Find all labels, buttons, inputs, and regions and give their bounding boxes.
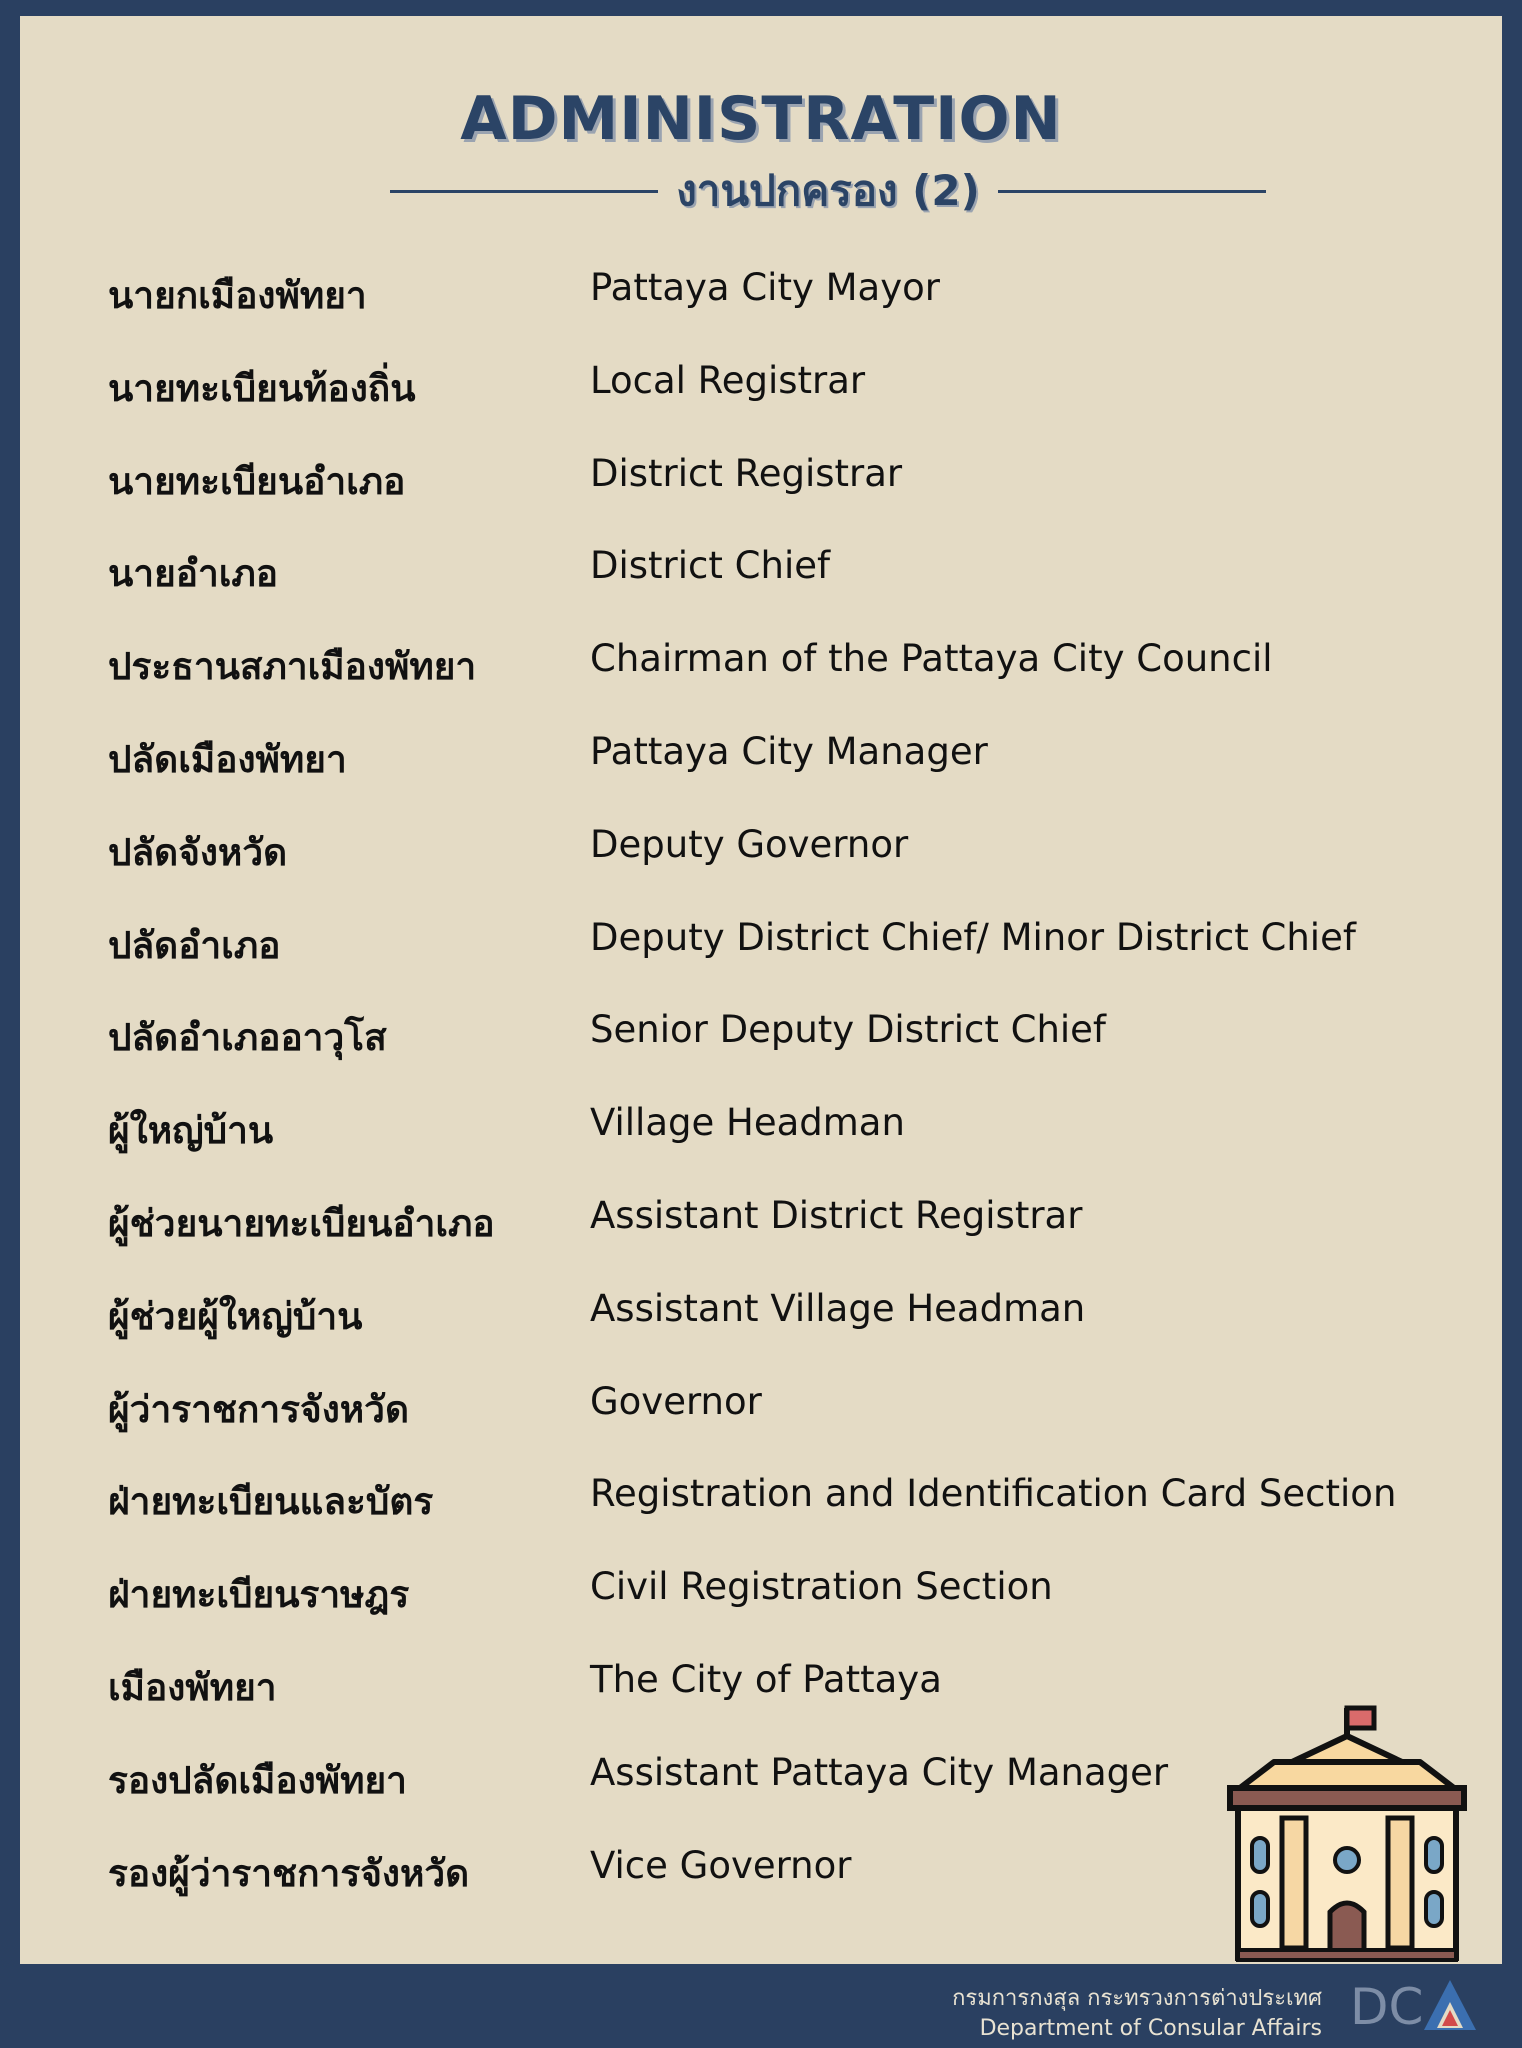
term-thai: นายกเมืองพัทยา (108, 274, 367, 317)
triangle-logo-icon (1350, 1970, 1480, 2040)
term-english: Deputy District Chief/ Minor District Chief (590, 915, 1356, 959)
term-english: Chairman of the Pattaya City Council (590, 637, 1273, 681)
government-building-icon (1222, 1700, 1472, 1962)
term-thai: ฝ่ายทะเบียนและบัตร (108, 1480, 434, 1524)
term-thai: ปลัดจังหวัด (108, 830, 288, 874)
term-english: Registration and Identification Card Section (590, 1472, 1397, 1516)
term-row (108, 1277, 1488, 1370)
term-thai: ผู้ใหญ่บ้าน (108, 1109, 274, 1153)
term-thai: เมืองพัทยา (108, 1665, 277, 1709)
term-list (108, 256, 1488, 1926)
page-title: ADMINISTRATION (460, 84, 1062, 154)
term-english: Assistant Village Headman (590, 1286, 1086, 1330)
term-english: Senior Deputy District Chief (590, 1008, 1106, 1052)
term-thai: ปลัดเมืองพัทยา (108, 737, 347, 781)
term-thai: ประธานสภาเมืองพัทยา (108, 645, 477, 689)
footer-org-thai: กรมการกงสุล กระทรวงการต่างประเทศ (952, 1986, 1322, 2011)
page-subtitle: งานปกครอง (2) (676, 166, 980, 215)
term-thai: ผู้ว่าราชการจังหวัด (108, 1387, 409, 1431)
term-row (108, 906, 1488, 999)
term-row (108, 1555, 1488, 1648)
term-thai: นายทะเบียนอำเภอ (108, 459, 406, 503)
term-row (108, 813, 1488, 906)
term-row (108, 442, 1488, 535)
term-thai: ผู้ช่วยนายทะเบียนอำเภอ (108, 1201, 495, 1245)
term-row (108, 720, 1488, 813)
term-thai: ปลัดอำเภอ (108, 923, 281, 967)
term-row (108, 1462, 1488, 1555)
term-thai: ปลัดอำเภออาวุโส (108, 1016, 387, 1060)
term-english: Civil Registration Section (590, 1565, 1053, 1609)
term-thai: ผู้ช่วยผู้ใหญ่บ้าน (108, 1294, 363, 1338)
term-row (108, 256, 1488, 349)
term-thai: นายทะเบียนท้องถิ่น (108, 366, 416, 410)
term-row (108, 998, 1488, 1091)
term-row (108, 1091, 1488, 1184)
term-english: Assistant Pattaya City Manager (590, 1750, 1169, 1794)
dca-logo-text: DC (1350, 1978, 1424, 2036)
term-row (108, 349, 1488, 442)
term-thai: รองผู้ว่าราชการจังหวัด (108, 1851, 470, 1895)
term-row (108, 1370, 1488, 1463)
term-english: The City of Pattaya (590, 1657, 942, 1701)
term-english: Governor (590, 1379, 762, 1423)
term-row (108, 1184, 1488, 1277)
term-row (108, 534, 1488, 627)
term-english: Deputy Governor (590, 822, 909, 866)
term-english: Pattaya City Manager (590, 729, 988, 773)
subtitle-row (390, 156, 1266, 226)
term-english: District Chief (590, 544, 831, 588)
term-thai: รองปลัดเมืองพัทยา (108, 1758, 407, 1802)
term-thai: นายอำเภอ (108, 552, 279, 596)
term-thai: ฝ่ายทะเบียนราษฎร (108, 1573, 410, 1617)
term-english: Local Registrar (590, 358, 866, 402)
subtitle-rule-right (998, 190, 1266, 193)
footer-org-english: Department of Consular Affairs (979, 2016, 1322, 2041)
term-english: Vice Governor (590, 1843, 852, 1887)
content-card (20, 16, 1502, 1964)
term-english: Pattaya City Mayor (590, 266, 940, 309)
term-english: Assistant District Registrar (590, 1193, 1083, 1237)
term-english: Village Headman (590, 1101, 905, 1145)
term-row (108, 627, 1488, 720)
subtitle-rule-left (390, 190, 658, 193)
term-english: District Registrar (590, 451, 903, 495)
